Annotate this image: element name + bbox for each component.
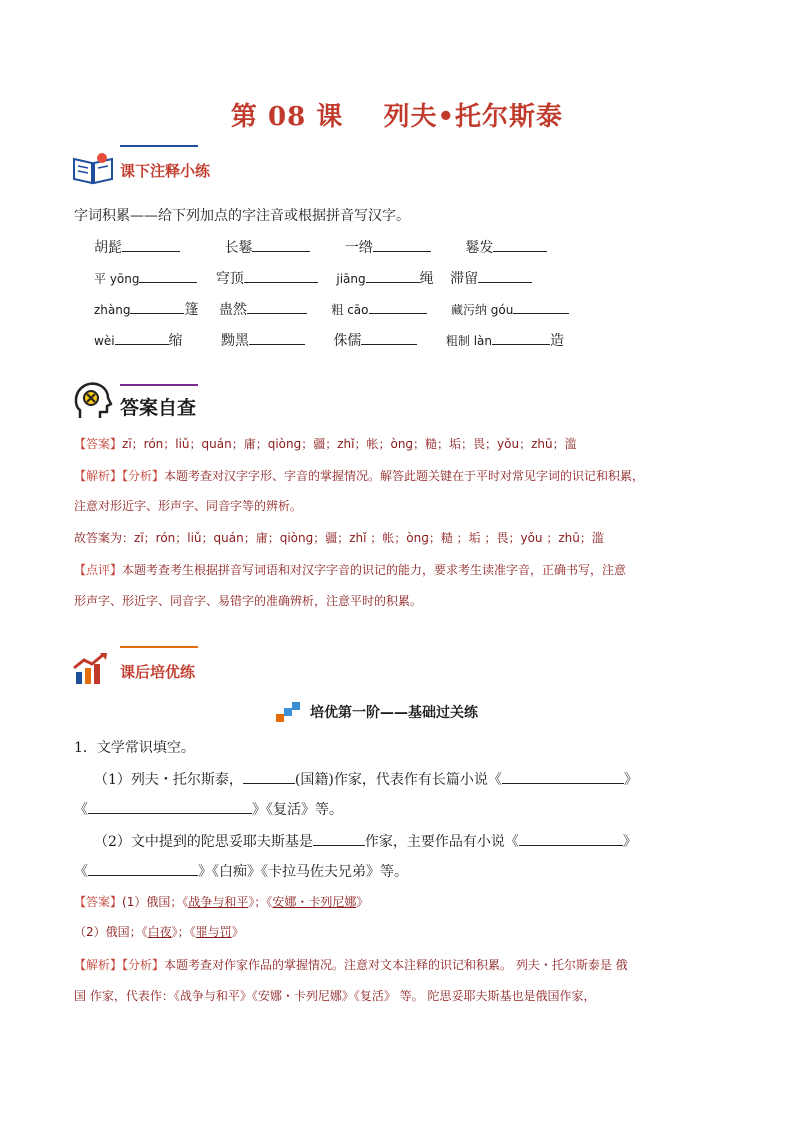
practice-answer-2: （2）俄国；《白夜》；《罪与罚》 xyxy=(74,925,244,939)
section-title-answers: 答案自查 xyxy=(120,397,197,419)
stairs-icon xyxy=(276,700,302,722)
question-1-part-1-line-2: 《 》《复活》等。 xyxy=(74,799,343,820)
page-title: 第 08 课 列夫•托尔斯泰 xyxy=(230,102,564,132)
answer-line: 【答案】zī；rón；liǔ；quán；庸；qiònɡ；疆；zhǐ；帐；ònɡ；糙；垢；畏；yǒu；zhū；滥 xyxy=(74,437,577,451)
section-header-notes xyxy=(72,145,722,187)
answer-summary: 故答案为：zī；rón；liǔ；quán；庸；qiònɡ；疆；zhǐ ；帐；ònɡ；糙 ；垢 ；畏；yǒu ；zhū；滥 xyxy=(74,531,604,545)
analysis-line-1: 【解析】【分析】本题考查对汉字字形、字音的掌握情况。解答此题关键在于平时对常见字词的识记和积累， xyxy=(74,469,645,483)
analysis-line-2: 注意对形近字、形声字、同音字等的辨析。 xyxy=(74,499,303,513)
question-1-part-2-line-2: 《 》《白痴》《卡拉马佐夫兄弟》等。 xyxy=(74,861,408,882)
word-row-1: 胡髭 长鬈 一绺 鬈发 xyxy=(94,237,547,258)
exercise-instruction: 字词积累——给下列加点的字注音或根据拼音写汉字。 xyxy=(74,208,410,224)
question-1-part-2-line-1: （2）文中提到的陀思妥耶夫斯基是 作家，主要作品有小说《 》 xyxy=(94,831,637,852)
practice-subheading: 培优第一阶——基础过关练 xyxy=(276,700,576,724)
head-lightbulb-icon xyxy=(72,380,114,422)
word-row-3: zhàng 篷 蛊然 粗 cāo 藏污纳 góu xyxy=(94,299,569,320)
comment-line-2: 形声字、形近字、同音字、易错字的准确辨析，注意平时的积累。 xyxy=(74,594,423,608)
section-title-notes: 课下注释小练 xyxy=(120,162,211,180)
book-icon xyxy=(72,151,114,185)
practice-analysis-2: 国 作家，代表作：《战争与和平》《安娜・卡列尼娜》《复活》 等。 陀思妥耶夫斯基也是俄国作家， xyxy=(74,989,596,1003)
section-header-practice xyxy=(72,646,722,688)
practice-analysis-1: 【解析】【分析】本题考查对作家作品的掌握情况。注意对文本注释的识记和积累。 列夫・托尔斯泰是 俄 xyxy=(74,958,628,972)
growth-chart-icon xyxy=(72,652,112,686)
word-row-4: wèi 缩 黝黑 侏儒 粗制 làn 造 xyxy=(94,330,564,351)
question-1-part-1-line-1: （1）列夫・托尔斯泰， (国籍)作家，代表作有长篇小说《 》 xyxy=(94,769,638,790)
practice-answer-1: 【答案】(1）俄国；《战争与和平》；《安娜・卡列尼娜》 xyxy=(74,895,369,909)
section-header-answers xyxy=(72,380,722,424)
section-title-practice: 课后培优练 xyxy=(120,663,196,681)
word-row-2: 平 yōng 穹顶 jiāng 绳 滞留 xyxy=(94,268,532,289)
question-1: 1．文学常识填空。 xyxy=(74,740,195,756)
comment-line-1: 【点评】本题考查考生根据拼音写词语和对汉字字音的识记的能力，要求考生读准字音，正确书写，注意 xyxy=(74,563,627,577)
